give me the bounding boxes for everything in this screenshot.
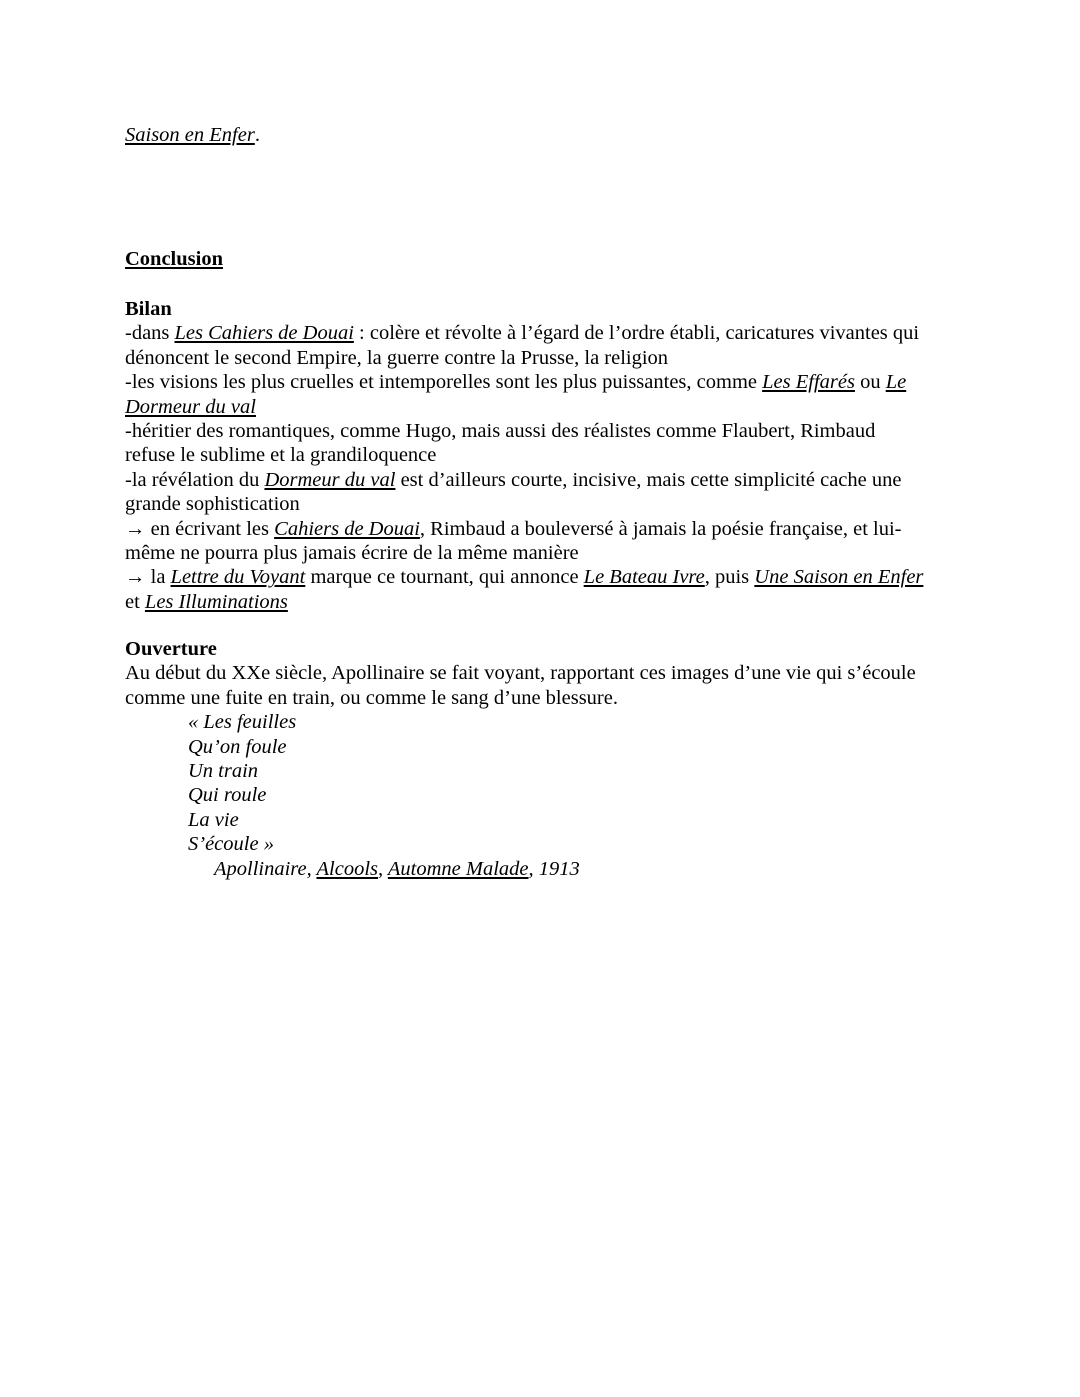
- conclusion-heading-text: Conclusion: [125, 248, 223, 270]
- work-title: Une Saison en Enfer: [754, 566, 924, 589]
- work-title: Cahiers de Douai: [274, 517, 420, 540]
- text-run: -dans: [125, 322, 175, 345]
- work-title: Le: [885, 371, 907, 394]
- text-run: même ne pourra plus jamais écrire de la même manière: [125, 542, 579, 565]
- attribution-year: , 1913: [528, 857, 580, 880]
- work-title: Saison en Enfer: [125, 124, 255, 146]
- bilan-line: [125, 517, 923, 541]
- bilan-line: [125, 541, 923, 565]
- ouverture-heading: Ouverture: [125, 638, 217, 660]
- ouverture-text-line: Au début du XXe siècle, Apollinaire se fait voyant, rapportant ces images d’une vie qui s’écoule: [125, 662, 916, 685]
- poem-line: La vie: [188, 808, 239, 831]
- bilan-line: [125, 590, 923, 614]
- bilan-line: [125, 565, 923, 589]
- text-run: , Rimbaud a bouleversé à jamais la poésie française, et lui-: [419, 517, 902, 540]
- bilan-line: [125, 443, 923, 467]
- poem-line: Un train: [188, 760, 259, 783]
- work-title: Le Bateau Ivre: [583, 566, 705, 589]
- text-run: la: [150, 566, 171, 589]
- work-title: Les Effarés: [762, 371, 855, 394]
- poem-line: S’écoule »: [188, 833, 274, 856]
- ouverture-text-line: comme une fuite en train, ou comme le sang d’une blessure.: [125, 686, 618, 709]
- attribution-author: Apollinaire,: [214, 857, 317, 880]
- attribution-collection: Alcools: [316, 857, 378, 880]
- document-content: [125, 123, 965, 880]
- bilan-section: [125, 297, 923, 614]
- text-run: -la révélation du: [125, 468, 265, 491]
- bilan-line: [125, 346, 923, 370]
- intro-line: [125, 123, 965, 147]
- text-run: en écrivant les: [150, 517, 275, 540]
- text-run: : colère et révolte à l’égard de l’ordre établi, caricatures vivantes qui: [353, 322, 920, 345]
- bilan-heading: Bilan: [125, 298, 172, 320]
- poem-line: « Les feuilles: [188, 711, 297, 734]
- text-run: dénoncent le second Empire, la guerre contre la Prusse, la religion: [125, 346, 669, 369]
- text-run: est d’ailleurs courte, incisive, mais cette simplicité cache une: [395, 468, 902, 491]
- bilan-line: [125, 321, 923, 345]
- text-run: grande sophistication: [125, 493, 300, 516]
- text-run: ou: [854, 371, 886, 394]
- text-run: -héritier des romantiques, comme Hugo, mais aussi des réalistes comme Flaubert, Rimbaud: [125, 420, 876, 443]
- text-run: -les visions les plus cruelles et intemporelles sont les plus puissantes, comme: [125, 371, 763, 394]
- text-run: , puis: [704, 566, 755, 589]
- poem-attribution: [125, 857, 916, 881]
- poem-line: Qui roule: [188, 784, 267, 807]
- attribution-poem-title: Automne Malade: [387, 857, 529, 880]
- bilan-line: [125, 468, 923, 492]
- ouverture-section: [125, 637, 916, 881]
- arrow-icon: →: [125, 517, 151, 540]
- bilan-line: [125, 492, 923, 516]
- text-run: marque ce tournant, qui annonce: [305, 566, 584, 589]
- work-title: Les Cahiers de Douai: [174, 322, 354, 345]
- poem-line: Qu’on foule: [188, 735, 287, 758]
- text-run: et: [125, 590, 145, 613]
- attribution-separator: ,: [378, 857, 388, 880]
- intro-period: .: [254, 124, 260, 146]
- work-title: Les Illuminations: [144, 590, 288, 613]
- bilan-line: [125, 395, 923, 419]
- text-run: refuse le sublime et la grandiloquence: [125, 444, 437, 467]
- work-title: Dormeur du val: [264, 468, 396, 491]
- work-title: Dormeur du val: [125, 395, 256, 418]
- bilan-line: [125, 370, 923, 394]
- conclusion-heading: [125, 247, 223, 271]
- arrow-icon: →: [125, 566, 151, 589]
- bilan-line: [125, 419, 923, 443]
- work-title: Lettre du Voyant: [170, 566, 306, 589]
